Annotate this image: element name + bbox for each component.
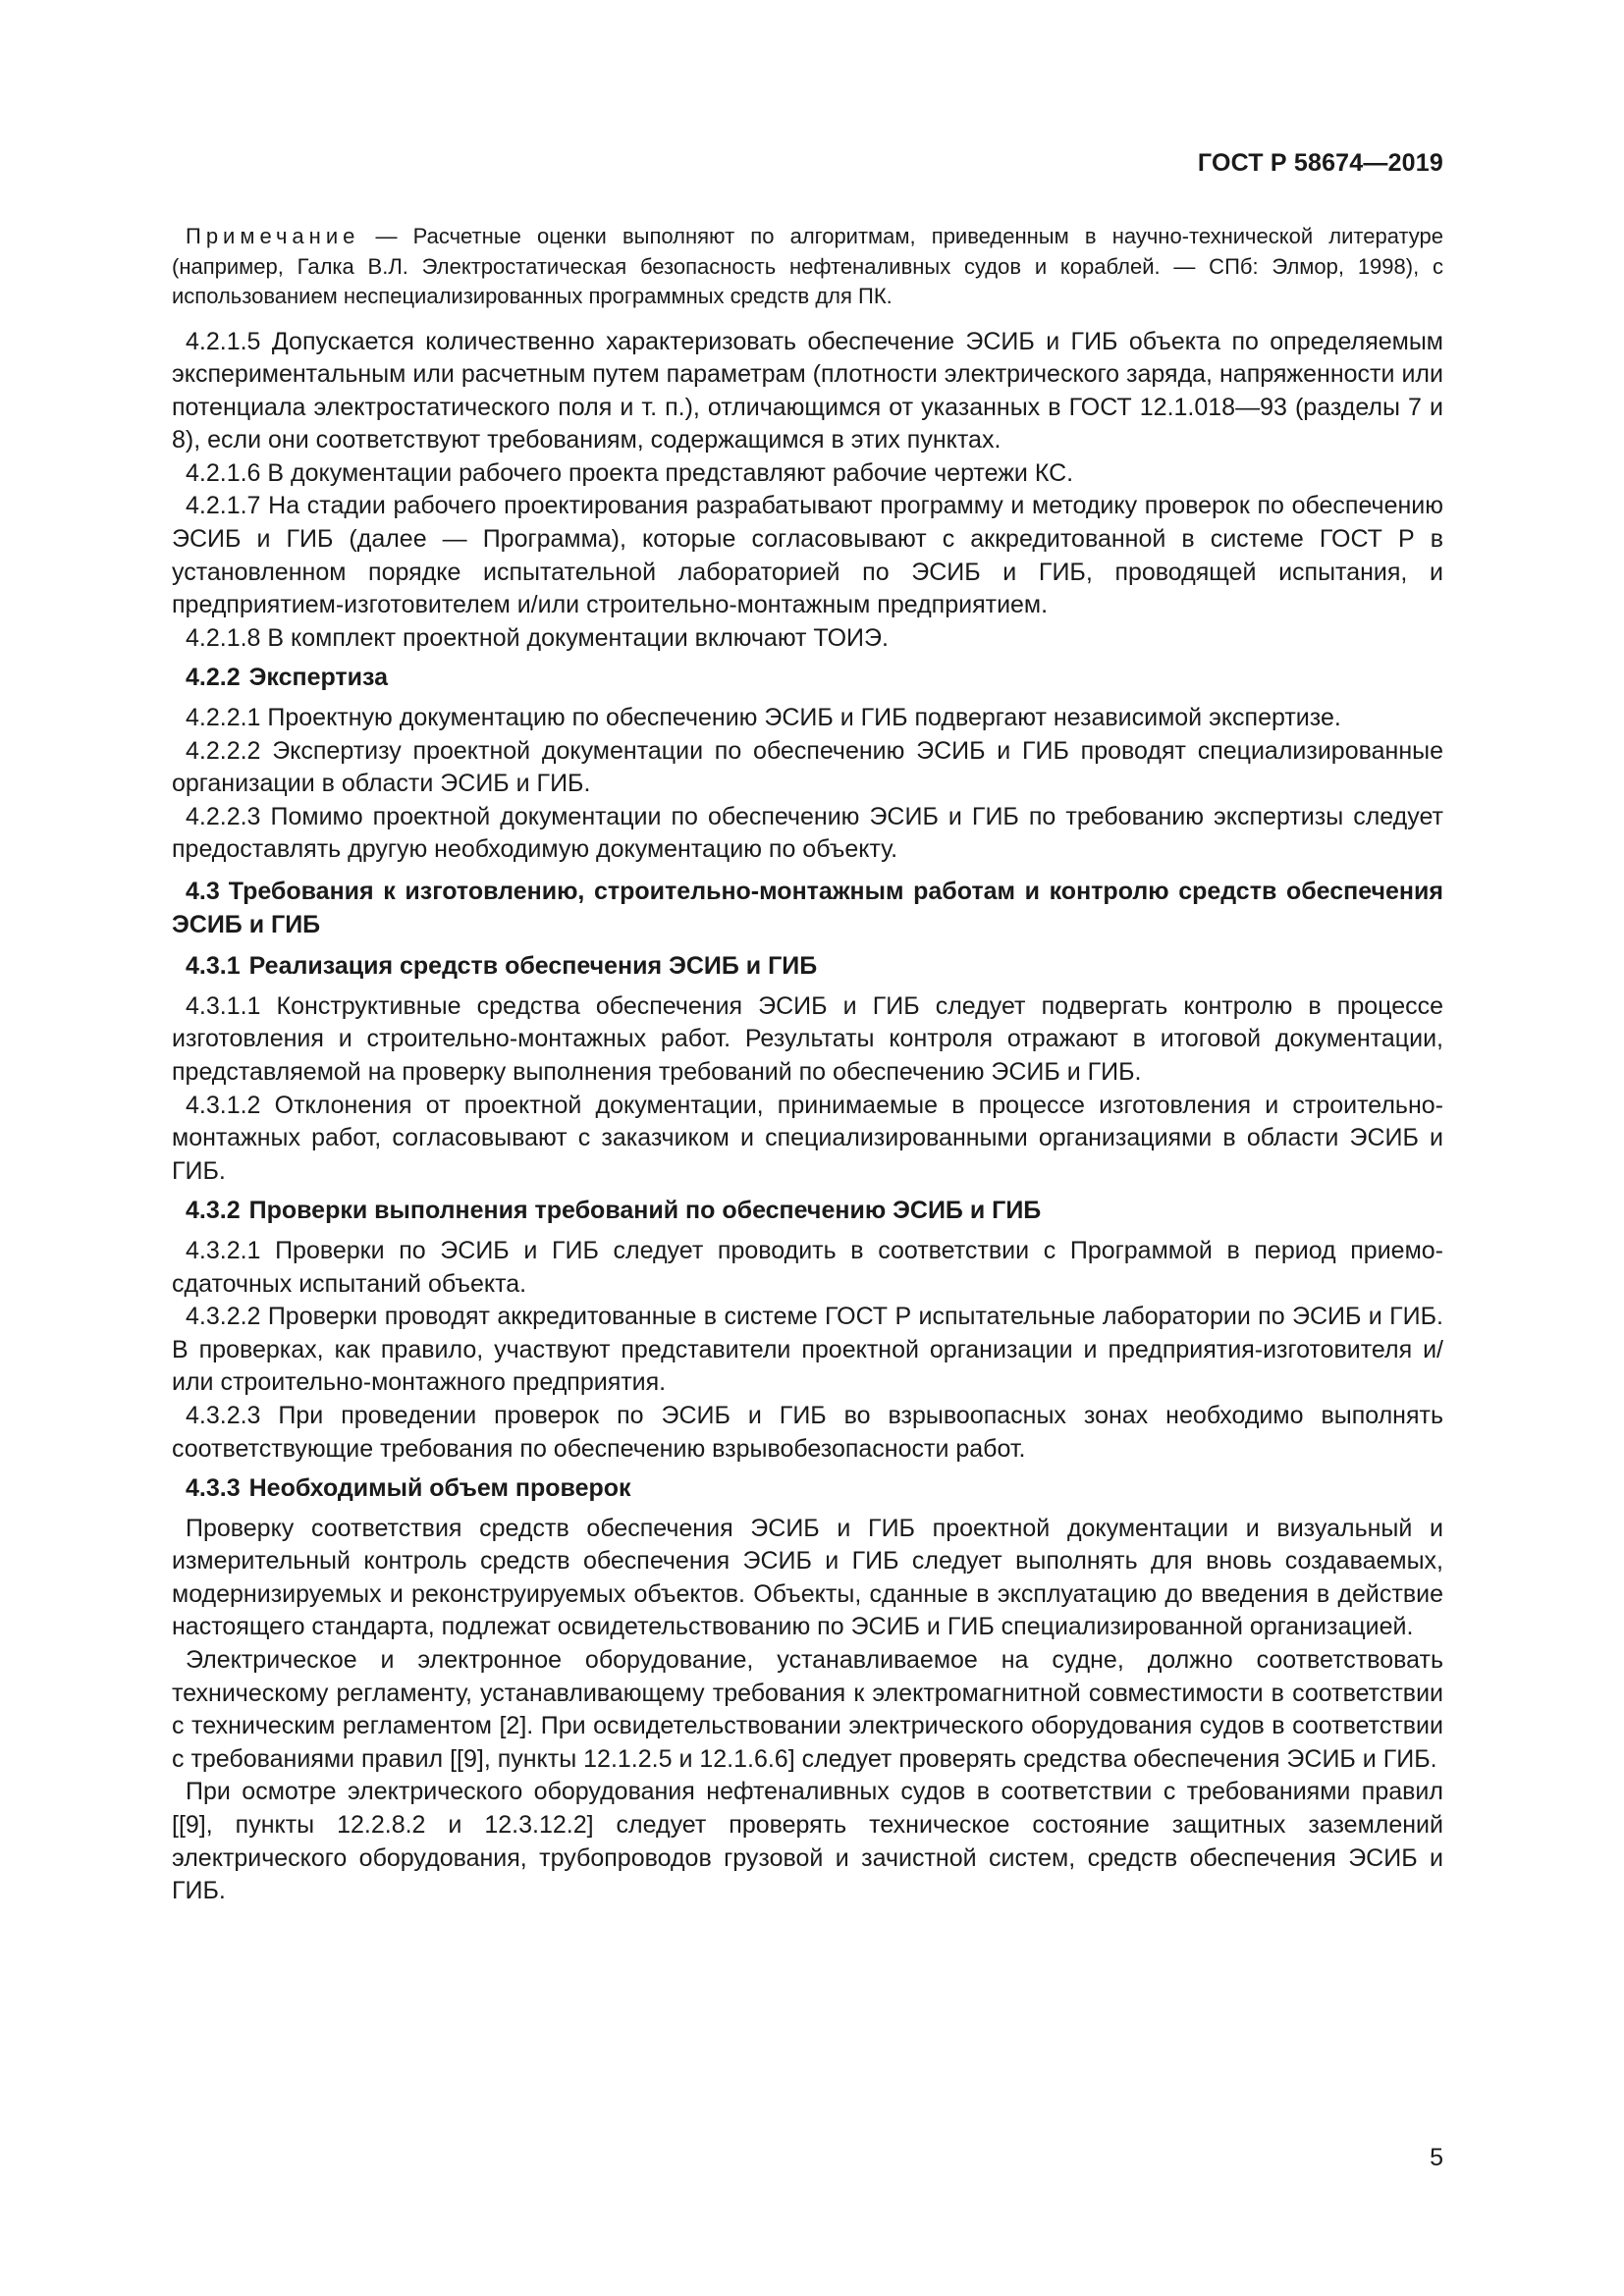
clause-4-2-2-3: 4.2.2.3 Помимо проектной документации по обеспечению ЭСИБ и ГИБ по требованию экспертизы следует предоставлять другую необходимую документацию по объекту. xyxy=(172,802,1443,864)
clause-4-3-2-2: 4.3.2.2 Проверки проводят аккредитованные в системе ГОСТ Р испытательные лаборатории по ЭСИБ и ГИБ. В проверках, как правило, участвуют представители проектной организации и предприятия-изготовителя и/или строительно-монтажного предприятия. xyxy=(172,1303,1443,1397)
note-paragraph xyxy=(172,222,1443,312)
heading-4-3 xyxy=(172,876,1443,941)
clause-4-3-1-1: 4.3.1.1 Конструктивные средства обеспечения ЭСИБ и ГИБ следует подвергать контролю в процессе изготовления и строительно-монтажных работ. Результаты контроля отражают в итоговой документации, представляемой на проверку выполнения требований по обеспечению ЭСИБ и ГИБ. xyxy=(172,991,1443,1086)
document-page xyxy=(172,0,1443,2296)
note-text: — Расчетные оценки выполняют по алгоритмам, приведенным в научно-технической литературе (например, Галка В.Л. Электростатическая безопасность нефтеналивных судов и кораблей. — СПб: Элмор, 1998), с использованием неспециализированных программных средств для ПК. xyxy=(172,224,1443,308)
heading-4-3-3 xyxy=(172,1472,1443,1506)
clause-4-3-3-paragraph-2: Электрическое и электронное оборудование, устанавливаемое на судне, должно соответствовать техническому регламенту, устанавливающему требования к электромагнитной совместимости в соответствии с техническим регламентом [2]. При освидетельствовании электрического оборудования судов в соответствии с требованиями правил [[9], пункты 12.1.2.5 и 12.1.6.6] следует проверять средства обеспечения ЭСИБ и ГИБ. xyxy=(172,1646,1443,1773)
document-body xyxy=(172,222,1443,1908)
heading-number: 4.3.1 xyxy=(186,952,241,981)
clause-4-2-1-8: 4.2.1.8 В комплект проектной документации включают ТОИЭ. xyxy=(186,623,889,652)
heading-title: Проверки выполнения требований по обеспечению ЭСИБ и ГИБ xyxy=(248,1197,1042,1225)
heading-number: 4.3.2 xyxy=(186,1197,241,1225)
clause-4-2-1-5: 4.2.1.5 Допускается количественно характеризовать обеспечение ЭСИБ и ГИБ объекта по определяемым экспериментальным или расчетным путем параметрам (плотности электрического заряда, напряженности или потенциала электростатического поля и т. п.), отличающимся от указанных в ГОСТ 12.1.018—93 (разделы 7 и 8), если они соответствуют требованиям, содержащимся в этих пунктах. xyxy=(172,327,1443,454)
heading-title: Реализация средств обеспечения ЭСИБ и ГИБ xyxy=(248,952,818,981)
note-label: Примечание xyxy=(186,224,360,248)
clause-4-2-1-7: 4.2.1.7 На стадии рабочего проектирования разрабатывают программу и методику проверок по обеспечению ЭСИБ и ГИБ (далее — Программа), которые согласовывают с аккредитованной в системе ГОСТ Р в установленном порядке испытательной лабораторией по ЭСИБ и ГИБ, проводящей испытания, и предприятием-изготовителем и/или строительно-монтажным предприятием. xyxy=(172,492,1443,619)
heading-number: 4.3 xyxy=(186,878,220,905)
clause-4-2-2-2: 4.2.2.2 Экспертизу проектной документации по обеспечению ЭСИБ и ГИБ проводят специализированные организации в области ЭСИБ и ГИБ. xyxy=(172,736,1443,798)
heading-4-3-1 xyxy=(172,950,1443,984)
heading-4-2-2 xyxy=(172,662,1443,695)
clause-4-3-2-1: 4.3.2.1 Проверки по ЭСИБ и ГИБ следует проводить в соответствии с Программой в период приемо-сдаточных испытаний объекта. xyxy=(172,1236,1443,1298)
clause-4-3-2-3: 4.3.2.3 При проведении проверок по ЭСИБ и ГИБ во взрывоопасных зонах необходимо выполнять соответствующие требования по обеспечению взрывобезопасности работ. xyxy=(172,1401,1443,1463)
heading-title: Экспертиза xyxy=(248,664,389,692)
clause-4-2-2-1: 4.2.2.1 Проектную документацию по обеспечению ЭСИБ и ГИБ подвергают независимой экспертизе. xyxy=(186,704,1341,732)
clause-4-3-3-paragraph-1: Проверку соответствия средств обеспечения ЭСИБ и ГИБ проектной документации и визуальный и измерительный контроль средств обеспечения ЭСИБ и ГИБ следует выполнять для вновь создаваемых, модернизируемых и реконструируемых объектов. Объекты, сданные в эксплуатацию до введения в действие настоящего стандарта, подлежат освидетельствованию по ЭСИБ и ГИБ специализированной организацией. xyxy=(172,1514,1443,1641)
heading-number: 4.2.2 xyxy=(186,664,241,692)
document-header: ГОСТ Р 58674—2019 xyxy=(1197,149,1443,177)
heading-number: 4.3.3 xyxy=(186,1474,241,1503)
heading-title: Требования к изготовлению, строительно-монтажным работам и контролю средств обеспечения ЭСИБ и ГИБ xyxy=(172,878,1443,938)
page-number: 5 xyxy=(1430,2144,1443,2171)
clause-4-3-3-paragraph-3: При осмотре электрического оборудования нефтеналивных судов в соответствии с требованиями правил [[9], пункты 12.2.8.2 и 12.3.12.2] следует проверять техническое состояние защитных заземлений электрического оборудования, трубопроводов грузовой и зачистной систем, средств обеспечения ЭСИБ и ГИБ. xyxy=(172,1778,1443,1905)
clause-4-3-1-2: 4.3.1.2 Отклонения от проектной документации, принимаемые в процессе изготовления и строительно-монтажных работ, согласовывают с заказчиком и специализированными организациями в области ЭСИБ и ГИБ. xyxy=(172,1091,1443,1185)
heading-4-3-2 xyxy=(172,1195,1443,1228)
clause-4-2-1-6: 4.2.1.6 В документации рабочего проекта представляют рабочие чертежи КС. xyxy=(186,458,1074,487)
heading-title: Необходимый объем проверок xyxy=(248,1474,631,1503)
